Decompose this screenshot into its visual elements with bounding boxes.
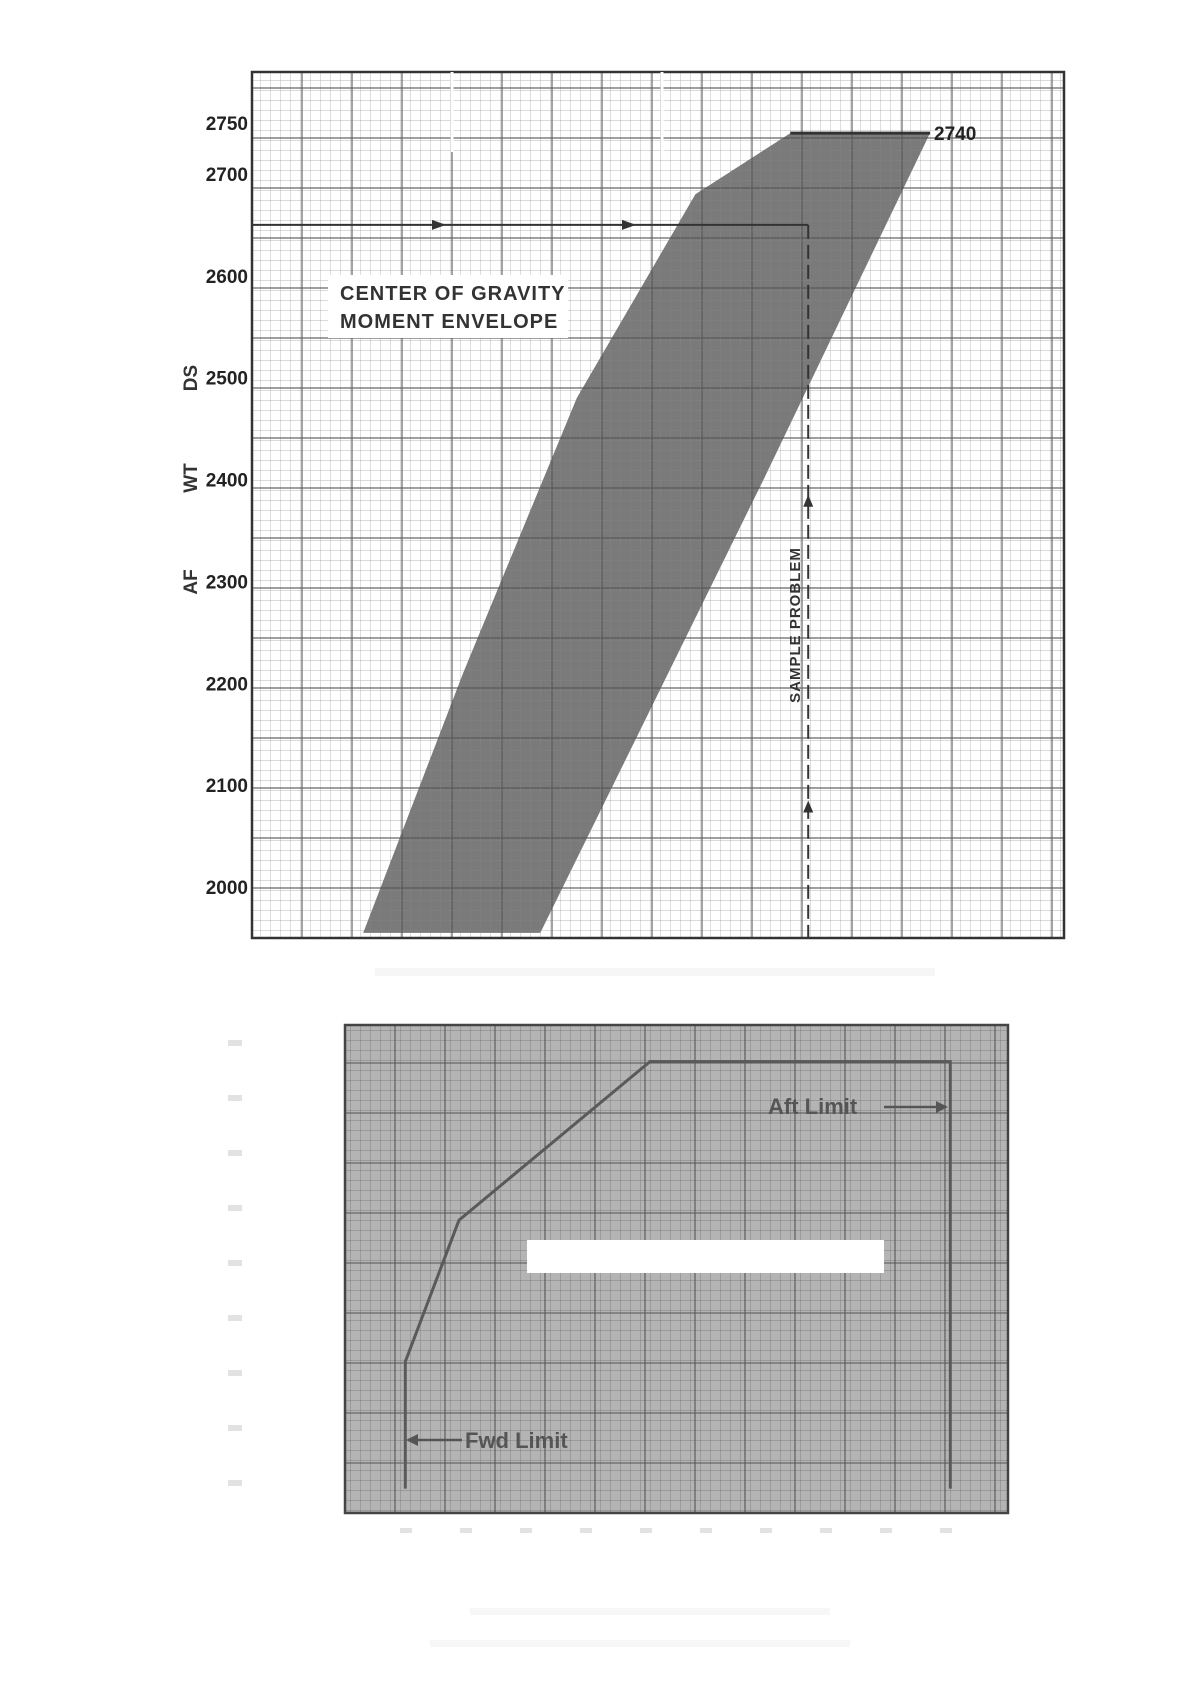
- faint-x-mark: [940, 1528, 952, 1533]
- faint-x-mark: [520, 1528, 532, 1533]
- faint-y-mark: [228, 1150, 242, 1156]
- y-tick-label: 2750: [205, 113, 248, 135]
- fwd-limit-label: Fwd Limit: [465, 1428, 568, 1453]
- y-axis-label-af: AF: [181, 569, 202, 595]
- y-tick-label: 2600: [205, 266, 248, 288]
- faint-y-mark: [228, 1040, 242, 1046]
- faint-x-mark: [460, 1528, 472, 1533]
- faint-y-mark: [228, 1095, 242, 1101]
- top-limit-label: 2740: [934, 124, 977, 146]
- chart1-y-ticks: [206, 114, 248, 899]
- y-tick-label: 2500: [205, 368, 248, 390]
- faint-x-mark: [400, 1528, 412, 1533]
- faint-y-mark: [228, 1315, 242, 1321]
- envelope-title-line2: MOMENT ENVELOPE: [340, 311, 559, 333]
- y-axis-label-ds: DS: [181, 364, 202, 392]
- faint-x-mark: [820, 1528, 832, 1533]
- y-tick-label: 2300: [205, 572, 248, 594]
- faint-y-mark: [228, 1260, 242, 1266]
- y-tick-label: 2100: [205, 776, 248, 798]
- y-tick-label: 2000: [205, 878, 248, 900]
- envelope-title-box: [328, 275, 568, 338]
- faint-x-mark: [880, 1528, 892, 1533]
- y-tick-label: 2200: [205, 674, 248, 696]
- sample-problem-annotation: SAMPLE PROBLEM: [787, 547, 804, 703]
- faint-x-mark: [700, 1528, 712, 1533]
- faint-x-mark: [760, 1528, 772, 1533]
- chart2-blank-label-box: [527, 1240, 884, 1273]
- faint-y-mark: [228, 1370, 242, 1376]
- faint-x-mark: [580, 1528, 592, 1533]
- y-tick-label: 2400: [205, 470, 248, 492]
- aft-limit-label: Aft Limit: [768, 1094, 858, 1119]
- y-axis-label: [181, 365, 202, 595]
- weight-limits-chart: [228, 1025, 1008, 1533]
- faint-y-mark: [228, 1480, 242, 1486]
- faint-y-mark: [228, 1425, 242, 1431]
- envelope-title-line1: CENTER OF GRAVITY: [340, 283, 566, 305]
- cg-moment-envelope-chart: [181, 72, 1064, 938]
- faint-y-mark: [228, 1205, 242, 1211]
- y-axis-label-wt: WT: [181, 463, 202, 493]
- faint-x-mark: [640, 1528, 652, 1533]
- y-tick-label: 2700: [205, 164, 248, 186]
